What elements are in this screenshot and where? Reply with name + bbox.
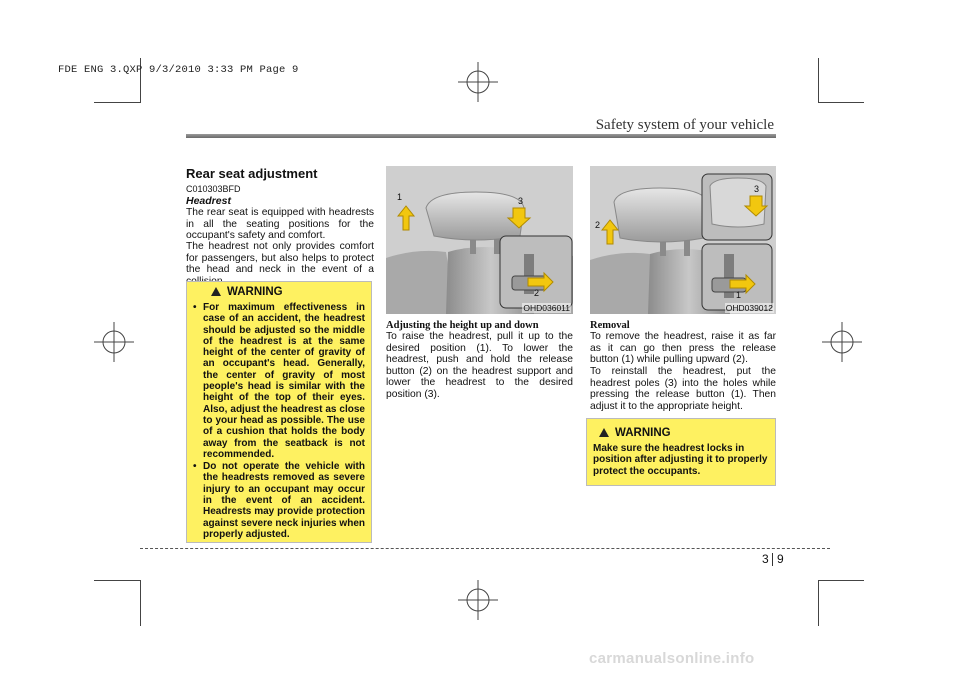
warning-icon <box>599 428 609 437</box>
registration-mark-icon <box>94 322 134 362</box>
warning-box <box>586 418 776 486</box>
warning-label: WARNING <box>615 427 671 439</box>
headrest-removal-figure <box>590 166 776 314</box>
watermark: carmanualsonline.info <box>589 650 755 667</box>
figure-label: 1 <box>397 192 403 202</box>
warning-icon <box>211 287 221 296</box>
figure-caption: OHD036011 <box>523 303 570 313</box>
figure-label: 3 <box>754 184 760 194</box>
headrest-adjust-figure <box>386 166 573 314</box>
footer-rule <box>140 548 830 549</box>
warning-label: WARNING <box>227 286 283 298</box>
page-header-title: Safety system of your vehicle <box>595 117 774 133</box>
figure-label: 3 <box>518 196 524 206</box>
warning-list <box>193 302 365 541</box>
figure-label: 2 <box>534 288 540 298</box>
print-slug: FDE ENG 3.QXP 9/3/2010 3:33 PM Page 9 <box>58 64 299 76</box>
list-item: • Do not operate the vehicle with the headrests removed as severe injury to an occupant may occur in the event of an accident. Headrests may provide protection against severe neck injuries when properly adjusted. <box>193 461 365 540</box>
paragraph: The headrest not only provides comfort for passengers, but also helps to protect the head and neck in the event of a <box>186 241 374 275</box>
list-item: • For maximum effectiveness in case of an accident, the headrest should be adjusted so the middle of the headrest is at the same height of the center of gravity of an occupant's head. Generally, the center of gravity of most people's head is similar with the height of the top of their eyes. Also, adjust the headrest as close to your head as possible. The use of a cushion that holds the body away from the seatback is not recommended. <box>193 302 365 460</box>
subsection-heading: Removal <box>590 320 630 331</box>
paragraph: To raise the headrest, pull it up to the desired position (1). To lower the headrest, push and hold the release button (2) on the headrest support and lower the headrest to the desired position (3). <box>386 331 573 400</box>
paragraph: The rear seat is equipped with headrests in all the seating positions for the occupant's safety and comfort. <box>186 207 374 241</box>
registration-mark-icon <box>458 580 498 620</box>
warning-box <box>186 281 372 543</box>
headrest-illustration <box>386 166 573 314</box>
page-chapter: 3 <box>762 552 769 566</box>
headrest-illustration <box>590 166 776 314</box>
section-title: Rear seat adjustment <box>186 166 318 181</box>
figure-label: 1 <box>736 290 742 300</box>
header-rule <box>186 134 776 138</box>
figure-label: 2 <box>595 220 601 230</box>
subsection-heading: Adjusting the height up and down <box>386 320 539 331</box>
registration-mark-icon <box>458 62 498 102</box>
page-number: 9 <box>777 552 784 566</box>
paragraph: To reinstall the headrest, put the headrest poles (3) into the holes while pressing the release button (1). Then adjust it to the appropriate height. <box>590 366 776 412</box>
page-number-divider <box>772 553 773 566</box>
paragraph: To remove the headrest, raise it as far as it can go then press the release button (1) while pulling upward (2). <box>590 331 776 365</box>
section-code: C010303BFD <box>186 184 241 194</box>
warning-text: Make sure the headrest locks in position after adjusting it to properly protect the occupants. <box>593 443 768 477</box>
figure-caption: OHD039012 <box>725 303 773 313</box>
section-subtitle: Headrest <box>186 195 231 207</box>
registration-mark-icon <box>822 322 862 362</box>
